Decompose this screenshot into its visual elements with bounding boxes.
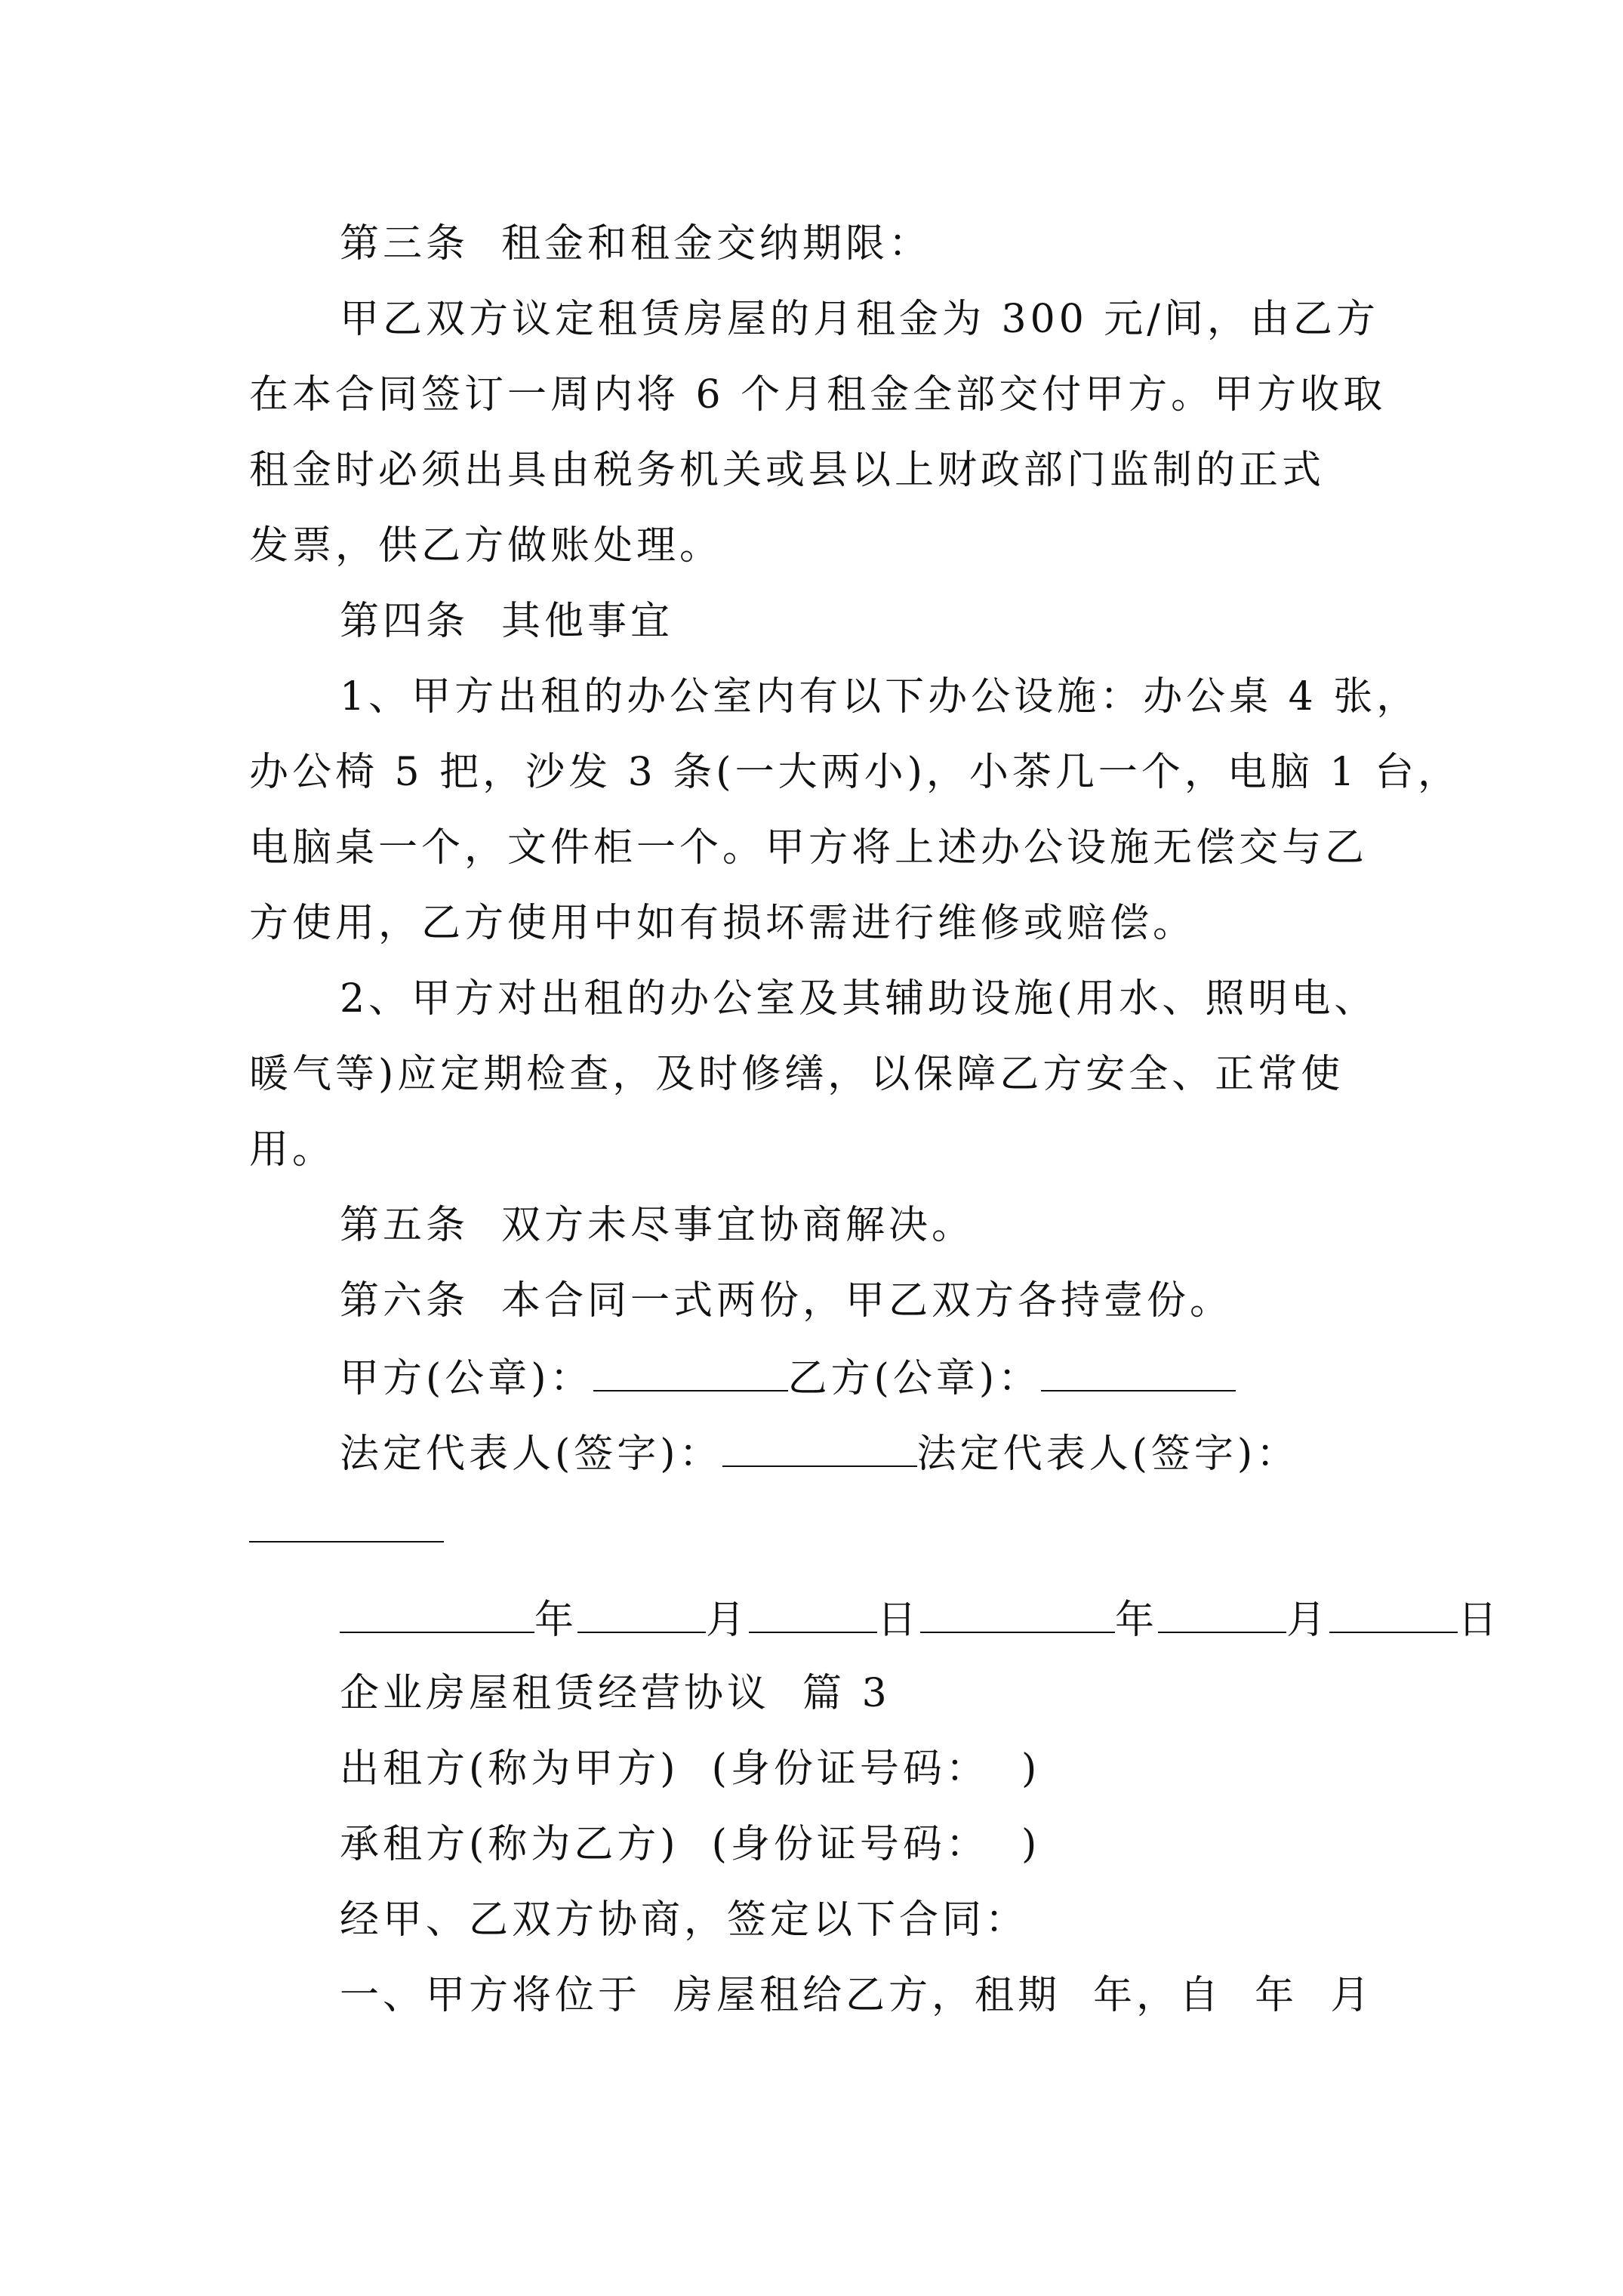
agreement-intro: 经甲、乙双方协商，签定以下合同： [340, 1897, 1029, 1943]
day-blank [1329, 1595, 1458, 1633]
article-four-heading: 第四条 其他事宜 [340, 599, 674, 644]
month-blank [577, 1595, 706, 1633]
party-b-rep-blank [249, 1505, 444, 1542]
paragraph-line: 甲乙双方议定租赁房屋的月租金为 300 元/间，由乙方 [340, 297, 1379, 342]
paragraph-line: 1、甲方出租的办公室内有以下办公设施：办公桌 4 张， [340, 674, 1420, 720]
party-a-seal-blank [593, 1354, 788, 1391]
paragraph-line: 方使用，乙方使用中如有损坏需进行维修或赔偿。 [249, 901, 1196, 946]
article-three-heading: 第三条 租金和租金交纳期限： [340, 221, 932, 267]
year-label: 年 [1115, 1598, 1159, 1643]
party-b-seal-blank [1041, 1354, 1236, 1391]
year-blank [920, 1595, 1115, 1633]
paragraph-line: 电脑桌一个，文件柜一个。甲方将上述办公设施无偿交与乙 [249, 825, 1369, 871]
party-a-rep-blank [722, 1429, 917, 1467]
clause-one: 一、甲方将位于 房屋租给乙方，租期 年，自 年 月 [340, 1973, 1374, 2018]
section-title: 企业房屋租赁经营协议 篇 3 [340, 1671, 891, 1716]
party-b-rep-label: 法定代表人(签字)： [916, 1432, 1300, 1477]
paragraph-line: 暖气等)应定期检查，及时修缮，以保障乙方安全、正常使 [249, 1052, 1344, 1097]
month-blank [1158, 1595, 1286, 1633]
lessor-line: 出租方(称为甲方) (身份证号码： ) [340, 1746, 1041, 1792]
lessee-line: 承租方(称为乙方) (身份证号码： ) [340, 1822, 1041, 1867]
year-blank [340, 1595, 534, 1633]
paragraph-line: 用。 [249, 1127, 336, 1173]
article-five: 第五条 双方未尽事宜协商解决。 [340, 1203, 975, 1248]
paragraph-line: 发票，供乙方做账处理。 [249, 523, 723, 569]
paragraph-line: 2、甲方对出租的办公室及其辅助设施(用水、照明电、 [340, 976, 1378, 1022]
paragraph-line: 办公椅 5 把，沙发 3 条(一大两小)，小茶几一个，电脑 1 台， [249, 750, 1461, 795]
day-label: 日 [1458, 1598, 1501, 1643]
month-label: 月 [1286, 1598, 1330, 1643]
paragraph-line: 在本合同签订一周内将 6 个月租金全部交付甲方。甲方收取 [249, 372, 1387, 418]
paragraph-line: 租金时必须出具由税务机关或县以上财政部门监制的正式 [249, 448, 1326, 493]
day-blank [749, 1595, 877, 1633]
seal-line [340, 1354, 1472, 1401]
party-a-rep-label: 法定代表人(签字)： [340, 1432, 722, 1477]
year-label: 年 [534, 1598, 578, 1643]
representative-line [340, 1429, 1472, 1477]
party-b-rep-blank-line [249, 1505, 1381, 1552]
party-a-seal-label: 甲方(公章)： [340, 1356, 593, 1401]
month-label: 月 [706, 1598, 750, 1643]
day-label: 日 [877, 1598, 921, 1643]
date-line [340, 1595, 1501, 1643]
party-b-seal-label: 乙方(公章)： [787, 1356, 1042, 1401]
article-six: 第六条 本合同一式两份，甲乙双方各持壹份。 [340, 1278, 1233, 1324]
